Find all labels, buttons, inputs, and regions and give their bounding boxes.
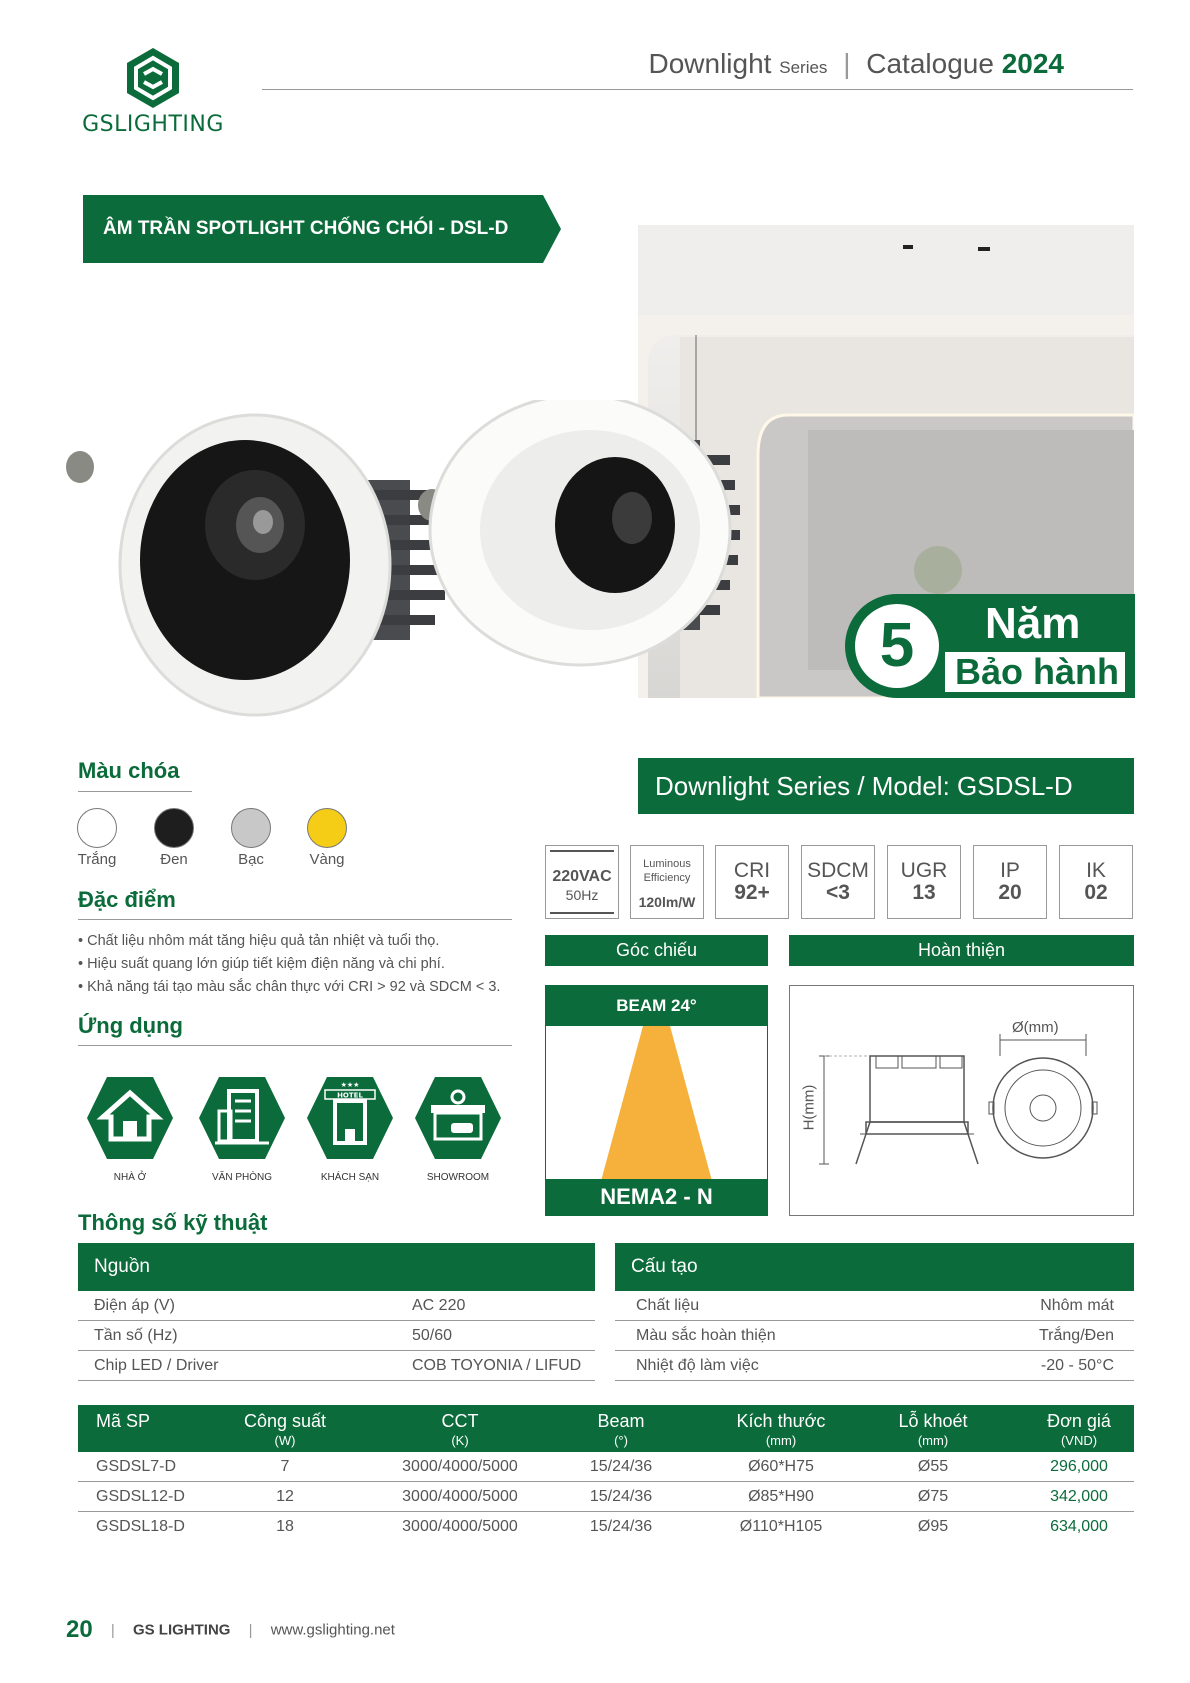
catalogue-word: Catalogue — [866, 48, 994, 79]
source-table — [78, 1243, 595, 1381]
features-rule — [78, 919, 512, 920]
table-row: Màu sắc hoàn thiện Trắng/Đen — [615, 1321, 1134, 1351]
footer-separator: | — [248, 1621, 253, 1639]
structure-table-head: Cấu tạo — [615, 1243, 1134, 1291]
application-showroom — [413, 1075, 503, 1183]
beam-panel — [545, 985, 768, 1216]
col-header-price: Đơn giá (VND) — [1047, 1411, 1111, 1448]
warranty-word: Bảo hành — [954, 651, 1119, 692]
dimension-drawing — [790, 986, 1133, 1215]
col-header-beam: Beam (°) — [597, 1411, 645, 1448]
header-rule — [262, 89, 1133, 90]
series-word: Downlight — [648, 48, 772, 79]
product-image — [60, 400, 760, 730]
col-header-code: Mã SP — [95, 1411, 151, 1431]
table-row: Chất liệu Nhôm mát — [615, 1291, 1134, 1321]
model-title: Downlight Series / Model: GSDSL-D — [638, 758, 1134, 814]
hotel-sign-text: HOTEL — [337, 1091, 363, 1100]
colors-rule — [78, 791, 192, 792]
beam-angle-label: BEAM 24° — [546, 986, 767, 1026]
table-row: Nhiệt độ làm việc -20 - 50°C — [615, 1351, 1134, 1381]
swatch-label-black: Đen — [160, 851, 188, 868]
finish-panel-title: Hoàn thiện — [789, 935, 1134, 966]
spec-ik: IK 02 — [1059, 845, 1133, 919]
page-footer — [66, 1616, 395, 1644]
hotel-icon — [305, 1075, 395, 1161]
applications-rule — [78, 1045, 512, 1046]
product-banner — [83, 195, 561, 263]
warranty-year-word: Năm — [985, 599, 1081, 648]
footer-separator: | — [110, 1621, 115, 1639]
source-table-head: Nguồn — [78, 1243, 595, 1291]
spec-voltage: 220VAC 50Hz — [545, 845, 619, 919]
application-label: VĂN PHÒNG — [211, 1172, 272, 1183]
structure-table — [615, 1243, 1134, 1381]
gs-logo-icon — [78, 44, 228, 110]
col-header-size: Kích thước (mm) — [736, 1411, 826, 1448]
application-office — [197, 1075, 287, 1183]
swatch-white — [77, 808, 117, 848]
swatch-label-silver: Bạc — [238, 851, 264, 868]
features-list — [78, 930, 500, 999]
series-small: Series — [779, 58, 828, 77]
spec-efficiency: Luminous Efficiency 120lm/W — [630, 845, 704, 919]
col-header-cct: CCT (K) — [441, 1411, 479, 1448]
table-row: GSDSL18-D 18 3000/4000/5000 15/24/36 Ø110*H105 Ø95 634,000 — [96, 1518, 1108, 1535]
application-hotel — [305, 1075, 395, 1183]
swatch-label-yellow: Vàng — [309, 851, 345, 868]
catalogue-year: 2024 — [1001, 48, 1064, 79]
catalogue-heading — [649, 48, 1065, 80]
table-row: Tần số (Hz) 50/60 — [78, 1321, 595, 1351]
diameter-label: Ø(mm) — [1012, 1019, 1059, 1036]
showroom-icon — [413, 1075, 503, 1161]
swatch-yellow — [307, 808, 347, 848]
page-number: 20 — [66, 1616, 93, 1643]
spec-ugr: UGR 13 — [887, 845, 961, 919]
spec-sdcm: SDCM <3 — [801, 845, 875, 919]
height-label: H(mm) — [800, 1084, 818, 1131]
feature-item: • Khả năng tái tạo màu sắc chân thực với CRI > 92 và SDCM < 3. — [78, 979, 501, 995]
colors-title: Màu chóa — [78, 758, 180, 783]
col-header-cutout: Lỗ khoét (mm) — [898, 1411, 968, 1448]
spec-cri: CRI 92+ — [715, 845, 789, 919]
price-table-header — [78, 1405, 1134, 1452]
features-title: Đặc điểm — [78, 887, 176, 912]
application-home — [85, 1075, 175, 1183]
col-header-power: Công suất (W) — [243, 1411, 327, 1448]
application-label: KHÁCH SẠN — [320, 1172, 380, 1183]
applications-title: Ứng dụng — [78, 1013, 183, 1038]
downlight-lamps-illustration — [60, 400, 760, 730]
house-icon — [85, 1075, 175, 1161]
dimension-diagram — [789, 985, 1134, 1216]
warranty-badge — [845, 594, 1135, 698]
table-row: Điện áp (V) AC 220 — [78, 1291, 595, 1321]
swatch-label-white: Trắng — [77, 851, 117, 868]
table-row: GSDSL7-D 7 3000/4000/5000 15/24/36 Ø60*H75 Ø55 296,000 — [78, 1452, 1134, 1482]
beam-cone-diagram — [546, 1026, 767, 1181]
feature-item: • Chất liệu nhôm mát tăng hiệu quả tản nhiệt và tuổi thọ. — [78, 933, 440, 949]
brand-name: GSLIGHTING — [82, 112, 224, 137]
swatch-silver — [231, 808, 271, 848]
footer-url[interactable]: www.gslighting.net — [270, 1621, 395, 1639]
feature-item: • Hiệu suất quang lớn giúp tiết kiệm điện năng và chi phí. — [78, 956, 445, 972]
application-label: NHÀ Ở — [113, 1172, 147, 1183]
heading-separator: | — [843, 48, 851, 79]
nema-label: NEMA2 - N — [546, 1179, 767, 1215]
table-row: Chip LED / Driver COB TOYONIA / LIFUD — [78, 1351, 595, 1381]
beam-panel-title: Góc chiếu — [545, 935, 768, 966]
banner-title: ÂM TRẦN SPOTLIGHT CHỐNG CHÓI - DSL-D — [103, 218, 509, 239]
tech-specs-title: Thông số kỹ thuật — [78, 1210, 268, 1235]
swatch-black — [154, 808, 194, 848]
table-row: GSDSL12-D 12 3000/4000/5000 15/24/36 Ø85*H90 Ø75 342,000 — [78, 1482, 1134, 1512]
svg-text:★★★: ★★★ — [340, 1081, 360, 1089]
spec-ip: IP 20 — [973, 845, 1047, 919]
footer-brand: GS LIGHTING — [132, 1621, 231, 1639]
warranty-years: 5 — [879, 611, 915, 680]
brand-logo — [78, 44, 228, 144]
office-building-icon — [197, 1075, 287, 1161]
application-label: SHOWROOM — [426, 1172, 490, 1183]
